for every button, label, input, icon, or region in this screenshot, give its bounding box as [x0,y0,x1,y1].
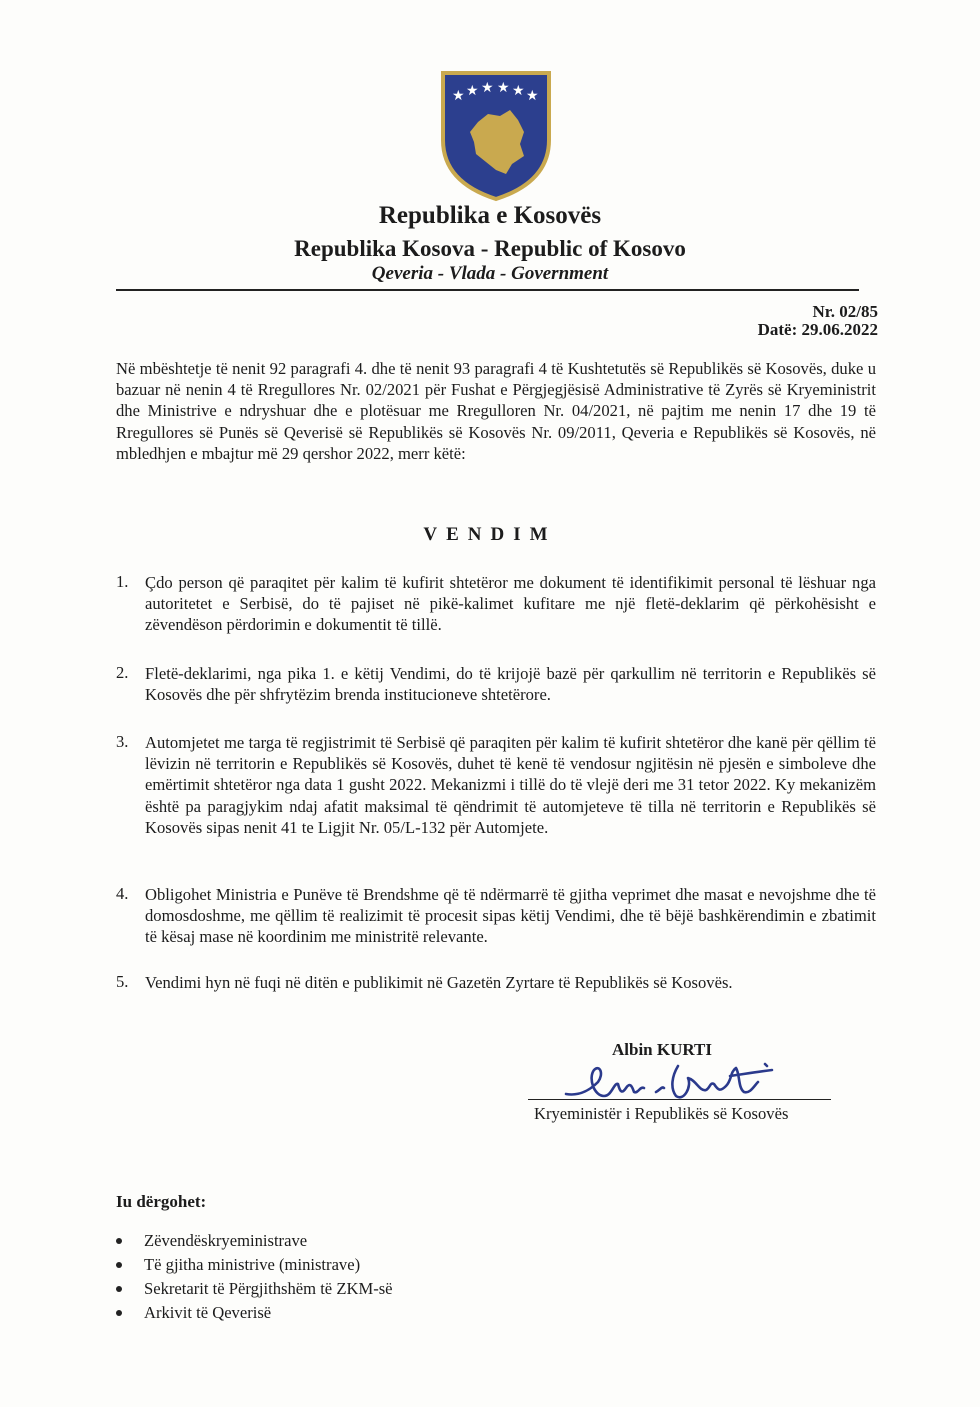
item-text: Vendimi hyn në fuqi në ditën e publikimit në Gazetën Zyrtare të Republikës së Kosovës. [145,973,733,992]
recipient: Zëvendëskryeministrave [144,1231,308,1250]
item-text: Çdo person që paraqitet për kalim të kufirit shtetëror me dokument të identifikimit personal të lëshuar nga autoritetet e Serbisë, do të pajiset në pikë-kalimet kufitare me një fletë-deklarim që përkohësisht e zëvendëson përdorimin e dokumentit të tillë. [145,573,876,635]
decision-title: VENDIM [423,524,557,545]
header-divider [116,289,859,291]
preamble-paragraph: Në mbështetje të nenit 92 paragrafi 4. dhe të nenit 93 paragrafi 4 të Kushtetutës së Republikës së Kosovës, duke u bazuar në nenin 4 të Rregullores Nr. 02/2021 për Fushat e Përgjegjësisë Administrative të Zyrës së Kryeministrit dhe Ministrive e ndryshuar dhe e plotësuar me Rregulloren Nr. 04/2021, në pajtim me nenin 17 dhe 19 të Rregullores së Punës së Qeverisë së Republikës së Kosovës Nr. 09/2011, Qeveria e Republikës së Kosovës, në mbledhjen e mbajtur më 29 qershor 2022, merr këtë: [116,359,876,463]
bullet-icon [116,1238,122,1244]
svg-text:★: ★ [452,88,465,104]
item-number: 5. [116,972,129,991]
country-name-multilingual: Republika Kosova - Republic of Kosovo [294,236,686,261]
svg-text:★: ★ [466,83,479,99]
signer-name: Albin KURTI [612,1040,713,1059]
bullet-icon [116,1262,122,1268]
document-date: Datë: 29.06.2022 [757,320,878,339]
list-item [116,1279,393,1303]
svg-text:★: ★ [526,88,539,104]
item-text: Obligohet Ministria e Punëve të Brendshme që të ndërmarrë të gjitha veprimet dhe masat e nevojshme dhe të domosdoshme, me qëllim të realizimit të procesit sipas këtij Vendimi, dhe të bëjë bashkërendimin e zbatimit të kësaj mase në koordinim me ministritë relevante. [145,885,876,947]
distribution-heading: Iu dërgohet: [116,1192,207,1211]
decision-item [116,972,876,993]
government-name: Qeveria - Vlada - Government [371,263,609,284]
item-number: 1. [116,572,129,591]
svg-text:★: ★ [497,80,510,96]
list-item [116,1231,393,1255]
coat-of-arms-icon [440,70,552,202]
item-number: 4. [116,884,129,903]
item-text: Fletë-deklarimi, nga pika 1. e këtij Vendimi, do të krijojë bazë për qarkullim në territorin e Republikës së Kosovës dhe për shfrytëzim brenda institucioneve shtetërore. [145,664,876,705]
bullet-icon [116,1310,122,1316]
svg-text:★: ★ [481,80,494,96]
decision-item [116,663,876,705]
svg-text:★: ★ [512,83,525,99]
list-item [116,1303,393,1327]
item-text: Automjetet me targa të regjistrimit të Serbisë që paraqiten për kalim të kufirit shtetëror dhe kanë për qëllim të lëvizin në territorin e Republikës së Kosovës, duhet të kenë të vendosur ngjitësin në pjesën e simboleve dhe emërtimit shtetëror nga data 1 gusht 2022. Mekanizmi i tillë do të vlejë deri me 31 tetor 2022. Ky mekanizëm është pa paragjykim ndaj afatit maksimal të qëndrimit të automjeteve të tilla në territorin e Republikës së Kosovës sipas nenit 41 te Ligjit Nr. 05/L-132 për Automjete. [145,733,876,837]
document-number: Nr. 02/85 [812,302,878,321]
recipient: Sekretarit të Përgjithshëm të ZKM-së [144,1279,393,1298]
decision-item [116,884,876,948]
decision-item [116,572,876,636]
country-name: Republika e Kosovës [378,202,602,229]
distribution-list [116,1231,393,1327]
bullet-icon [116,1286,122,1292]
recipient: Arkivit të Qeverisë [144,1303,272,1322]
signer-title: Kryeministër i Republikës së Kosovës [534,1104,789,1123]
recipient: Të gjitha ministrive (ministrave) [144,1255,361,1274]
item-number: 2. [116,663,129,682]
list-item [116,1255,393,1279]
signature-line [528,1099,831,1100]
item-number: 3. [116,732,129,751]
decision-item [116,732,876,838]
